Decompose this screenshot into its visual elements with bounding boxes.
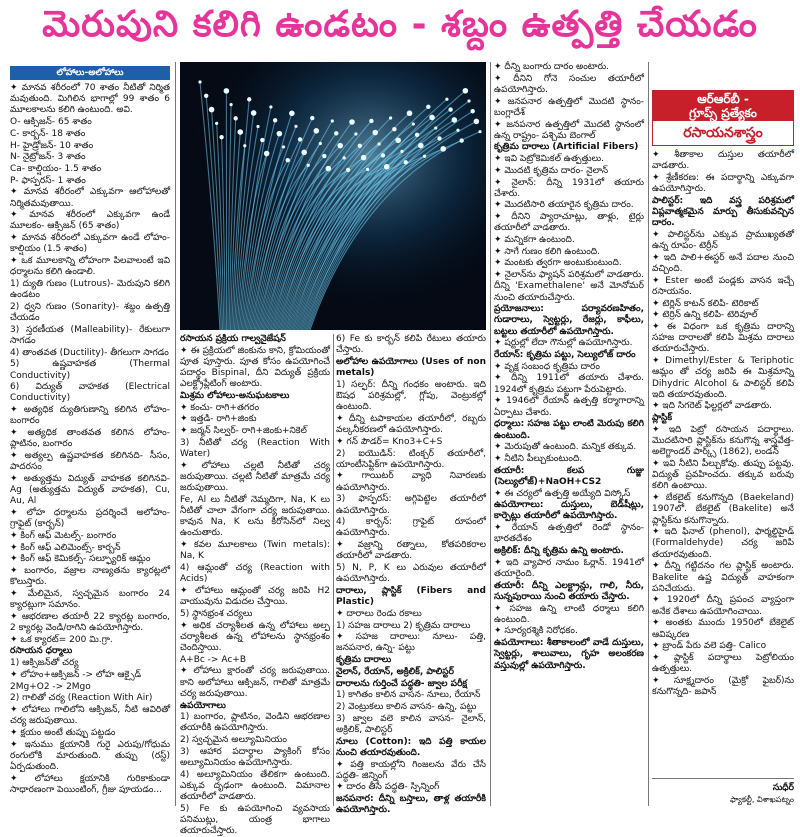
paragraph: 5) Fe కు ఉపయోగించి వ్యవసాయ పనిముట్లు, యంత్ర భాగాలు తయారుచేస్తారు. [180,803,330,837]
optical-fiber-photo [180,62,486,330]
paragraph: రసాయన ప్రక్రియ గాల్వనైజేషన్ [180,334,286,344]
paragraph: 6) Fe కు కార్బన్ కలిపి రేటులు తయారు చేస్తారు. [336,334,486,356]
paragraph: ✦ నీటిని పీల్చుకుంటుంది. [494,453,583,464]
paragraph: తయారీ: దీన్ని ఎలక్ట్రాన్లు, గాలి, నీరు, సున్నపురాయి నుంచి తయారు చేస్తారు. [494,580,644,602]
paragraph: ప్లాస్టిక్ [652,413,673,424]
paragraph: ✦ దీన్ని 1911లో తయారు చేశారు. 1924లో కృత్రిమ పట్టుగా పేరుపెట్టారు. [494,373,644,395]
column-2-paragraphs [180,334,330,837]
paragraph: ధర్మాలు: సహజ పట్టు లాంటి మెరుపు కలిగి ఉంటుంది. [494,419,644,441]
paragraph: ✦ కవల మూలకాలు (Twin metals): Na, K [180,540,330,562]
paragraph: ✦ లోహం+ఆక్సిజన్ -> లోహ ఆక్సైడ్ [10,669,142,680]
paragraph: మిశ్రమ లోహాలు-అనుఘటకాలు [180,391,290,402]
paragraph: ✦ అత్యధిక తాంతవత కలిగిన లోహం- ప్లాటినం, బంగారం [10,428,170,450]
paragraph: ✦ టెర్లిన్ కాటన్ కలిపి- టెరికాట్ [652,298,759,309]
paragraph: ✦ ఒక మూలకాన్ని లోహంగా పిలవాలంటే ఇవి ధర్మాలను కలిగి ఉండాలి. [10,256,170,278]
paragraph: ✦ కింగ్ ఆఫ్ మెటల్స్- బంగారం [10,530,117,541]
paragraph: 4) తాంతవత (Ductility)- తీగలుగా సాగడం [10,347,169,358]
column-1-paragraphs [10,83,170,646]
paragraph: H- హైడ్రోజన్- 10 శాతం [10,140,94,151]
paragraph: నైలాన్, రేయాన్, అక్రిలిక్, పాలిస్టర్ [336,666,454,677]
paragraph: ✦ ఇత్తడి- రాగి+జింకు [180,414,257,425]
paragraph: ✦ జనపనార ఉత్పత్తిలో మొదటి స్థానం- బంగ్లాదేశ్ [494,96,644,118]
paragraph: ✦ లోహాలు గాలిలోని ఆక్సిజన్, నీటి ఆవిరితో చర్య జరుపుతాయి. [10,704,170,727]
paragraph: ✦ మానవ శరీరంలో ఎక్కువగా ఉండే మూలకం- ఆక్సిజన్ (65 శాతం) [10,210,170,232]
paragraph: Fe, Al లు నీటితో నెమ్మదిగా, Na, K లు నీటితో చాలా వేగంగా చర్య జరుపుతాయి. కావున Na, K లను కిరోసిన్‌లో నిల్వ ఉంచుతారు. [180,494,330,539]
paragraph: ✦ మానవ శరీరంలో 70 శాతం నీటితో నిర్మిత మవుతుంది. మిగిలిన భాగాల్లో 99 శాతం 6 మూలకాలను కలిగి ఉంటుంది. అవి. [10,83,170,116]
paragraph: ✦ అంతకు ముందు 1950లో బేకెలైట్ ఆవిష్కరణ [652,618,794,640]
column-divider [648,62,649,806]
paragraph: ✦ నైలాన్: దీన్ని 1931లో తయారు చేశారు. [494,177,644,199]
paragraph: ✦ కింగ్ ఆఫ్ కెమికల్స్- సల్ఫ్యూరిక్ ఆమ్లం [10,554,151,565]
paragraph: దారాలు, ప్లాస్టిక్ (Fibers and Plastic) [336,585,486,608]
paragraph: తయారీ: కలప గుజ్జు (సెల్యులోజ్)+NaOH+CS2 [494,465,644,487]
paragraph: ✦ ఆభరణాల తయారీ 22 క్యారట్ల బంగారం, 2 క్యారట్ల వెండి/రాగిని ఉపయోగిస్తారు. [10,611,170,634]
paragraph: 5) N, P, K లు ఎరువుల తయారీలో ఉపయోగిస్తారు. [336,563,486,585]
paragraph: ✦ 1920లో దీన్ని ప్రపంచ వ్యాప్తంగా అనేక దేశాలు ఉపయోగించాయి. [652,595,794,617]
paragraph: ✦ సూర్యరశ్మికి నిరోధకం. [494,626,578,637]
paragraph: ఉపయోగాలు: దుస్తులు, బెడ్‌షీట్లు, కార్పెట్లు తయారీలో ఉపయోగిస్తారు. [494,500,644,522]
paragraph: ✦ మంటకు త్వరగా అంటుకుంటుంది. [494,258,622,269]
paragraph: ✦ బ్రాండ్ పేరు వలె పత్తి- Calico [652,641,767,652]
category-line-1: ఆర్‌ఆర్‌బీ - [697,92,749,106]
paragraph: 1) ఆక్సిజన్‌తో చర్య [10,658,79,669]
article-column-2 [180,334,330,837]
headline: మెరుపుని కలిగి ఉండటం - శబ్దం ఉత్పత్తి చేయడం [42,4,758,45]
paragraph: ✦ దారాలు రెండు రకాలు [336,608,422,619]
paragraph: 3) స్తరణీయత (Malleability)- రేకులుగా సాగడం [10,324,170,346]
paragraph: ✦ లోహాలు క్షారంతో చర్య జరుపుతాయి. కాని అలోహాలు ఆక్సిజన్, గాలితో మాత్రమే చర్య జరుపుతాయి. [180,666,330,699]
paragraph: ✦ క్షయం అంటే తుప్పు పట్టడం [10,727,116,738]
paragraph: ✦ Ester అంటే పండ్లకు వాసన ఇచ్చే రసాయనం. [652,275,794,297]
paragraph: ✦ లోహాలు క్షయానికి గురికాకుండా సాధారణంగా పెయింటింగ్, గ్రీజు పూయడం... [10,773,170,795]
paragraph: ✦ మేలిమైన, స్వచ్ఛమైన బంగారం 24 క్యారట్లుగా సమానం. [10,588,170,611]
article-column-1 [10,66,170,806]
paragraph: 3) ఫాస్ఫరస్: అగ్గిపెట్టెల తయారీలో ఉపయోగిస్తారు. [336,494,486,516]
section-heading-metals-nonmetals: లోహాలు-అలోహాలు [10,66,170,80]
paragraph: ✦ అత్యల్ప ఉష్ణవాహకత కలిగినది- సీసం, పాదరసం [10,451,170,473]
optical-fiber-illustration [180,62,486,330]
paragraph: ✦ ఇది సిగరెట్ ఫిల్టర్లలో వాడతారు. [652,401,773,412]
paragraph: ✦ కింగ్ ఆఫ్ ఎలిమెంట్స్- కార్బన్ [10,542,121,553]
paragraph: నూలు (Cotton): ఇది పత్తి కాయల నుంచి తయారవుతుంది. [336,736,486,758]
paragraph: 2) గాలితో చర్య (Reaction With Air) [10,693,153,704]
paragraph: ✦ పాలిస్టర్‌ను ఎక్కువ ప్రాముఖ్యతతో ఉన్న రూపం- టెర్రీన్ [652,229,794,252]
paragraph: 3) ఆహార పదార్థాల ప్యాకింగ్ కోసం అల్యూమినియం ఉపయోగిస్తారు. [180,746,330,769]
paragraph: ✦ షర్టుల్లో లేదా గౌనుల్లో ఉపయోగిస్తారు. [494,338,633,349]
paragraph: A+Bc -> Ac+B [180,654,246,665]
paragraph: 5) ఉష్ణవాహకత (Thermal Conductivity) [10,359,170,381]
paragraph: ✦ ప్లాస్టిక్ పదార్థాలు పెట్రోలియం ఉత్పత్తులు. [652,652,794,675]
paragraph: 4) అల్యూమినియం తేలికగా ఉంటుంది. ఎక్కువ దృఢంగా ఉంటుంది. విమానాల తయారీలో వాడతారు. [180,769,330,803]
paragraph: 1) సల్ఫర్: దీన్ని గంధకం అంటారు. ఇది ఔషధ పరిశ్రమల్లో, గ్లోపు, వెంట్రుకల్లో ఉంటుంది. [336,379,486,413]
paragraph: 2) స్వచ్ఛమైన అల్యూమినియం [180,735,287,746]
paragraph: ఉపయోగాలు: శీతాకాలంలో వాడే దుస్తులు, స్వెట్టర్లు, శాలువాలు, గృహ అలంకరణ వస్తువుల్లో ఉపయోగిస్తారు. [494,638,644,671]
article-column-4 [494,62,644,806]
category-banner [653,91,793,121]
paragraph: ఉపయోగాలు [180,700,226,711]
paragraph: ✦ వజ్రాన్ని రత్నాలు, కోతపరికరాల తయారీలో వాడతారు. [336,540,486,562]
paragraph: ✦ ఇవి నీటిని పీల్చుకోవు. తుప్పు పట్టవు. విద్యుత్ ప్రవహించదు. తక్కువ బరువు కలిగి ఉంటాయి. [652,458,794,492]
author-place: ఫ్యాకల్టీ, విశాఖపట్నం [729,795,794,804]
paragraph: ✦ వృక్ష సంబంధ కృత్రిమ దారం [494,361,600,372]
paragraph: O- ఆక్సిజన్- 65 శాతం [10,117,92,128]
paragraph: ✦ మానవ శరీరంలో ఎక్కువగా ఆలోహాలతో నిర్మితమవుతాయి. [10,187,170,209]
paragraph: ✦ లోహాలు ఆమ్లంతో చర్య జరిపి H2 వాయువును విడుదల చేస్తాయి. [180,585,330,608]
paragraph: 3) నీటితో చర్య (Reaction With Water) [180,437,330,460]
paragraph: ✦ ఈ చర్యలో ఉత్పత్తి అయ్యేది విస్కోస్ [494,488,631,499]
author-byline [652,778,794,808]
paragraph: ✦ టెర్రిన్ ఉన్ని కలిపి- టెరివూల్ [652,310,758,321]
paragraph: దారాలను గుర్తించే పద్ధతి- జ్వాల పరీక్ష [336,678,468,689]
paragraph: 1) బంగారం, ప్లాటినం, వెండిని ఆభరణాల తయారీకి ఉపయోగిస్తారు. [180,712,330,734]
paragraph: ✦ Dimethyl/Ester & Teriphotic ఆమ్లం తో చర్య జరిపి ఈ మిశ్రమాన్ని Dihydric Alcohol & పాలిస్టర్ కలిపి ఇది తయారవుతుంది. [652,356,794,400]
paragraph: ✦ సహజ దారాలు: నూలు- పత్తి, జనపనార, ఉన్ని- పట్టు [336,632,486,654]
paragraph: పాలిస్టర్: ఇది వస్త్ర పరిశ్రమలో విప్లవాత్మకమైన మార్పు తీసుకువచ్చిన దారం. [652,195,794,229]
paragraph: జనపనార: దీన్ని బస్తాలు, తాళ్ల తయారీకి ఉపయోగిస్తారు. [336,794,486,816]
category-line-2: గ్రూప్స్ ప్రత్యేకం [689,106,757,120]
paragraph: ✦ ఇది పెట్రో రసాయన పదార్థాలు. మొదటిసారి ప్లాస్టిక్‌ను కనుగొన్న శాస్త్రవేత్త- అలెగ్జాండర్ పార్క్స్ (1862), లండన్ [652,424,794,458]
chemical-properties-heading: రసాయన ధర్మాలు [10,646,73,657]
paragraph: కృత్రిమ దారాలు (Artificial Fibers) [494,142,639,153]
paragraph: ✦ జనపనార ఉత్పత్తిలో మొదటి స్థానంలో ఉన్న రాష్ట్రం- పశ్చిమ బెంగాల్ [494,119,644,141]
paragraph: ✦ సాగే గుణం కలిగి ఉంటుంది. [494,246,600,257]
paragraph: 2) ధ్వని గుణం (Sonarity)- శబ్దం ఉత్పత్తి చేయడం [10,301,170,324]
paragraph: ✦ శ్రేణీకరణ: ఈ పదార్థాన్ని ఎక్కువగా ఉపయోగిస్తారు. [652,172,794,195]
paragraph: ✦ ఇది వ్యాపార నామం ఓర్లాన్. 1941లో తయారైంది. [494,557,644,579]
subject-title: రసాయనశాస్త్రం [683,125,763,141]
paragraph: ✦ మొదటిసారి తయారైన కృత్రిమ దారం. [494,200,634,211]
paragraph: 4) కార్బన్: గ్రాఫైట్ రూపంలో ఉపయోగిస్తారు. [336,517,486,539]
paragraph: ✦ దారం తీసే పద్ధతి- స్పిన్నింగ్ [336,782,440,793]
paragraph: ✦ కంచు- రాగి+తగరం [180,402,260,413]
paragraph: ✦ బంగారం, వజ్రాల నాణ్యతను క్యారట్లలో కొలుస్తారు. [10,566,170,588]
paragraph: 1) సహజ దారాలు 2) కృత్రిమ దారాలు [336,620,471,631]
paragraph: ✦ సూక్ష్మదారం (మైక్రో ఫైబర్)ను కనుగొన్నది- జపాన్ [652,675,794,698]
paragraph: ✦ ఇది ఫినాల్ (phenol), ఫార్మల్డిహైడ్ (Formaldehyde) చర్య జరిపి తయారవుతుంది. [652,527,794,560]
paragraph: ✦ మానవ శరీరంలో ఎక్కువగా ఉండే లోహం- కాల్షియం (1.5 శాతం) [10,233,170,255]
column-divider [490,62,491,806]
paragraph: రేయాన్: కృత్రిమ పట్టు, సెల్యులోజ్ దారం [494,350,636,361]
paragraph: 2Mg+O2 -> 2Mgo [10,681,91,692]
paragraph: ✦ గాయిటర్ వ్యాధి నివారణకు ఉపయోగిస్తారు. [336,471,486,493]
paragraph: ✦ పత్తి కాయల్లోని గింజలను వేరు చేసే పద్ధతి- జిన్నింగ్ [336,759,486,781]
paragraph: ✦ ఇవి పెట్రోకెమికల్ ఉత్పత్తులు. [494,154,604,165]
paragraph: అలోహాల ఉపయోగాలు (Uses of non metals) [336,356,486,379]
article-column-3 [336,334,486,816]
column-1-chemical-properties [10,658,170,796]
paragraph: C- కార్బన్- 18 శాతం [10,128,86,139]
paragraph: ✦ మెరుపుతో ఉంటుంది. మన్నిక తక్కువ. [494,442,637,453]
paragraph: ✦ దీన్ని టపాకాయల తయారీలో, రబ్బరు వల్కనీకరణలో ఉపయోగిస్తారు. [336,413,486,436]
paragraph: ✦ నైలాన్‌ను ఫ్యాషన్ పరిశ్రమలో వాడతారు. దీన్ని 'Examethalene' అనే మోనోమర్ నుంచి తయారుచేస్తారు. [494,270,644,303]
paragraph: ✦ 1946లో రేయాన్ ఉత్పత్తి కర్మాగారాన్ని ఏర్పాటు చేశారు. [494,396,644,418]
column-divider [175,62,176,806]
paragraph: అక్రిలిక్: దీన్ని కృత్రిమ ఉన్ని అంటారు. [494,546,624,557]
paragraph: ✦ శీతాకాల దుస్తుల తయారీలో వాడతారు. [652,150,794,172]
author-name: సుధీర్ [772,783,794,793]
paragraph: N- నైట్రోజన్- 3 శాతం [10,152,86,163]
paragraph: 6) విద్యుత్ వాహకత (Electrical Conductivity) [10,382,170,404]
paragraph: ✦ ఈ ప్రక్రియలో జింకును కాని, క్రోమియంతో పూత పూస్తారు. పూత కోసం ఉపయోగించే పదార్థం Bispinal, దీని విద్యుత్ ప్రక్రియ ఎలక్ట్రోప్లేటింగ్ అంటారు. [180,345,330,390]
article-column-5 [652,150,794,776]
paragraph: Ca- కాల్షియం- 1.5 శాతం [10,163,102,174]
paragraph: ✦ మన్నికగా ఉంటుంది. [494,235,575,246]
paragraph: ✦ బేకలైట్ కనుగొన్నది (Baekeland) 1907లో. బేకలైట్ (Bakelite) అనే ప్లాస్టిక్‌ను కనుగొన్నారు. [652,493,794,526]
paragraph: ✦ ఇనుము క్షయానికి గురై ఎరుపు/గోధుమ రంగులోకి మారుతుంది. తుప్పు (రస్ట్) ఏర్పడుతుంది. [10,739,170,772]
paragraph: ✦ లోహ ధర్మాలను ప్రదర్శించే అలోహం- గ్రాఫైట్ (కార్బన్) [10,508,170,530]
paragraph: ప్రయోజనాలు: పర్యావరణహితం, గుడారాలు, స్వెట్టర్లు, రేజర్లు, కాఫీలు, బట్టలు తయారీలో ఉపయోగిస్తారు. [494,304,644,337]
paragraph: 1) ద్యుతి గుణం (Lutrous)- మెరుపుని కలిగి ఉండటం [10,278,170,301]
column-3-paragraphs [336,334,486,817]
paragraph: 3) జ్వాల వలె కాలిన వాసన- నైలాన్, అక్రిలిక్, పాలిస్టర్ [336,713,486,735]
category-box [652,90,794,146]
paragraph: ✦ ఒక క్యారట్= 200 మి.గ్రా. [10,634,113,645]
paragraph: ✦ దీన్ని బంగారు దారం అంటారు. [494,62,609,72]
paragraph: ✦ ఇది పాలి+ఈస్టర్ అనే పదాల నుంచి వచ్చింది. [652,252,794,275]
paragraph: ✦ గన్ పౌడర్= Kno3+C+S [336,436,443,447]
paragraph: ✦ లోహాలు చల్లటి నీటితో చర్య జరుపుతాయి. చల్లటి నీటితో మాత్రమే చర్య జరుపుతాయి. [180,460,330,494]
paragraph: ✦ అధిక చర్యాశీలత ఉన్న లోహాలు అల్ప చర్యాశీలత ఉన్న లోహాలను స్థానభ్రంశం చెందిస్తాయి. [180,620,330,653]
paragraph: ✦ దీనిని గోనె సంచుల తయారీలో ఉపయోగిస్తారు. [494,73,644,95]
paragraph: ✦ దీన్ని గట్టిదనం గల ప్లాస్టిక్ అంటారు. Bakelite ఉష్ణ విద్యుత్ వాహకంగా పనిచేయదు. [652,561,794,594]
paragraph: ✦ ఈ విధంగా ఒక కృత్రిమ దారాన్ని సహజ దారాలతో కలిపి మిశ్రమ దారాలు తయారుచేస్తారు. [652,322,794,355]
paragraph: P- ఫాస్పరస్- 1 శాతం [10,175,86,186]
paragraph: ✦ దీనిని ప్యారాచూట్లు, తాళ్లు, టైర్లు తయారీలో వాడతారు. [494,212,644,234]
paragraph: ✦ సహజ ఉన్ని లాంటి ధర్మాలు కలిగి ఉంటుంది. [494,603,644,625]
paragraph: ✦ మొదటి కృత్రిమ దారం- నైలాన్ [494,165,609,176]
paragraph: 2) ఐయొడిన్: టింక్చర్ తయారీలో, యాంటీసెప్టిక్‌గా ఉపయోగిస్తారు. [336,448,486,470]
paragraph: 1) కాగితం కాలిన వాసన- నూలు, రేయాన్ [336,690,481,701]
paragraph: ✦ రేయాన్ ఉత్పత్తిలో రెండో స్థానం- భారతదేశం [494,523,644,545]
paragraph: ✦ అత్యుత్తమ విద్యుత్ వాహకత కలిగినవి- Ag (అత్యుత్తమ విద్యుత్ వాహకత), Cu, Au, Al [10,473,170,507]
paragraph: ✦ అత్యధిక ద్యుతిగుణాన్ని కలిగిన లోహం- బంగారం [10,405,170,427]
paragraph: 4) ఆమ్లంతో చర్య (Reaction with Acids) [180,563,330,585]
paragraph: ✦ జర్మన్ సిల్వర్- రాగి+జింకు+నికెల్ [180,426,307,437]
paragraph: కృత్రిమ దారాలు [336,655,392,666]
column-4-paragraphs [494,62,644,672]
column-5-paragraphs [652,150,794,698]
paragraph: 2) వెంట్రుకలు కాలిన వాసన- ఉన్ని, పట్టు [336,702,477,712]
column-divider [333,334,334,806]
paragraph: 5) స్థానభ్రంశ చర్యలు [180,608,253,619]
